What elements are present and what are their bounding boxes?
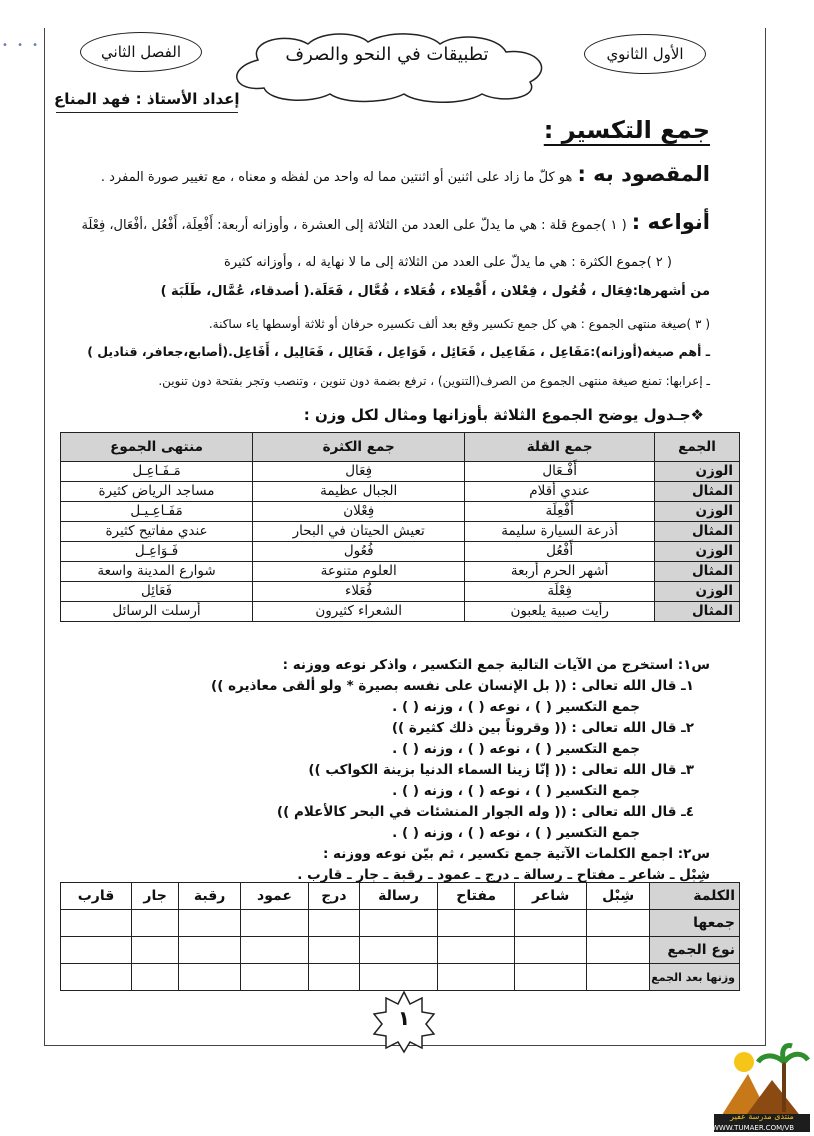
header-cell: جمع الكثرة [253, 433, 465, 462]
answer-line-1: جمع التكسير ( ) ، نوعه ( ) ، وزنه ( ) . [392, 699, 640, 715]
words-row [61, 910, 740, 937]
pattern-cell: الشعراء كثيرون [253, 602, 465, 622]
answer-cell[interactable] [308, 964, 359, 991]
word-cell: عمود [241, 883, 309, 910]
type3-forms: ـ أهم صيغه(أوزانه):مَفَاعِل ، مَفَاعِيل ، فَعَائِل ، فَوَاعِل ، فَعَالِل ، فَعَالِيل ، أَفَاعِل.(أصابع،جعافر، قناديل ) [87, 344, 710, 359]
types-row [81, 210, 710, 234]
irab-note: ـ إعرابها: تمنع صيغة منتهى الجموع من الصرف(التنوين) ، ترفع بضمة دون تنوين ، وتنصب وتجر بفتحة دون تنوين. [158, 374, 710, 388]
answer-line-2: جمع التكسير ( ) ، نوعه ( ) ، وزنه ( ) . [392, 741, 640, 757]
word-cell: جار [131, 883, 178, 910]
pattern-cell: عندي أقلام [465, 482, 655, 502]
header-cell: الجمع [655, 433, 740, 462]
answer-cell[interactable] [587, 910, 650, 937]
table-title: ❖جـدول يوضح الجموع الثلاثة بأوزانها ومثال لكل وزن : [303, 406, 704, 424]
word-cell: شِبْل [587, 883, 650, 910]
pattern-cell: فَـوَاعِـل [61, 542, 253, 562]
words-row-label: وزنها بعد الجمع [650, 964, 740, 991]
words-row-label: جمعها [650, 910, 740, 937]
words-row [61, 964, 740, 991]
forum-logo-url: WWW.TUMAER.COM/VB [712, 1124, 795, 1132]
row-label-cell: المثال [655, 602, 740, 622]
word-cell: قارب [61, 883, 132, 910]
answer-cell[interactable] [515, 964, 587, 991]
corner-dots: • • • [2, 40, 42, 51]
pattern-cell: مساجد الرياض كثيرة [61, 482, 253, 502]
answer-cell[interactable] [131, 937, 178, 964]
patterns-row [61, 602, 740, 622]
type2-text: ( ٢ )جموع الكثرة : هي ما يدلّ على العدد من الثلاثة إلى ما لا نهاية له ، وأوزانه كثيرة [224, 255, 672, 270]
answer-cell[interactable] [179, 937, 241, 964]
pattern-cell: رأيت صبية يلعبون [465, 602, 655, 622]
word-cell: رقبة [179, 883, 241, 910]
patterns-row [61, 582, 740, 602]
words-table [60, 882, 740, 991]
patterns-header-row [61, 433, 740, 462]
title-cloud-shape [218, 30, 556, 104]
topic-title: جمع التكسير : [543, 116, 710, 144]
answer-cell[interactable] [61, 937, 132, 964]
question2-prompt: س٢: اجمع الكلمات الآتية جمع تكسير ، ثم بيّن نوعه ووزنه : [322, 846, 710, 862]
pattern-cell: فُعُول [253, 542, 465, 562]
answer-cell[interactable] [179, 910, 241, 937]
author-credit: إعداد الأستاذ : فهد المناع [54, 90, 240, 108]
row-label-cell: المثال [655, 522, 740, 542]
question1-prompt: س١: استخرج من الآيات التالية جمع التكسير ، واذكر نوعه ووزنه : [282, 657, 710, 673]
pattern-cell: فِعْلَة [465, 582, 655, 602]
pattern-cell: عندي مفاتيح كثيرة [61, 522, 253, 542]
author-underline [56, 112, 238, 113]
row-label-cell: الوزن [655, 582, 740, 602]
grade-label: الأول الثانوي [584, 34, 706, 74]
row-label-cell: الوزن [655, 542, 740, 562]
pattern-cell: تعيش الحيتان في البحار [253, 522, 465, 542]
word-cell: رسالة [359, 883, 438, 910]
answer-cell[interactable] [359, 964, 438, 991]
pattern-cell: أرسلت الرسائل [61, 602, 253, 622]
type2-examples: من أشهرها:فِعَال ، فُعُول ، فِعْلان ، أَفْعِلاء ، فُعَلاء ، فُعَّال ، فَعَلَة.( أصدقاء، عُمَّال، طَلَبَة ) [160, 284, 710, 299]
definition-label: المقصود به : [577, 162, 710, 186]
answer-line-4: جمع التكسير ( ) ، نوعه ( ) ، وزنه ( ) . [392, 825, 640, 841]
pattern-cell: فُعَلاء [253, 582, 465, 602]
answer-cell[interactable] [587, 937, 650, 964]
verse-2: ٢ـ قال الله تعالى : (( وقروناً بين ذلك كثيرة )) [391, 720, 694, 736]
answer-cell[interactable] [61, 910, 132, 937]
pattern-cell: أَفْـعَال [465, 462, 655, 482]
word-cell: مفتاح [438, 883, 515, 910]
patterns-row [61, 562, 740, 582]
answer-cell[interactable] [359, 910, 438, 937]
row-label-cell: المثال [655, 562, 740, 582]
answer-cell[interactable] [308, 910, 359, 937]
patterns-row [61, 462, 740, 482]
pattern-cell: أذرعة السيارة سليمة [465, 522, 655, 542]
answer-cell[interactable] [308, 937, 359, 964]
answer-cell[interactable] [438, 937, 515, 964]
row-label-cell: الوزن [655, 462, 740, 482]
words-row-label: نوع الجمع [650, 937, 740, 964]
pattern-cell: الجبال عظيمة [253, 482, 465, 502]
type3-text: ( ٣ )صيغة منتهى الجموع : هي كل جمع تكسير وقع بعد ألف تكسيره حرفان أو ثلاثة أوسطها ياء ساكنة. [208, 317, 710, 331]
answer-cell[interactable] [438, 910, 515, 937]
row-label-cell: المثال [655, 482, 740, 502]
pattern-cell: فَعَائِل [61, 582, 253, 602]
words-row-label: الكلمة [650, 883, 740, 910]
pattern-cell: مَـفَـاعِـل [61, 462, 253, 482]
answer-cell[interactable] [515, 910, 587, 937]
patterns-row [61, 522, 740, 542]
answer-cell[interactable] [241, 937, 309, 964]
word-cell: درج [308, 883, 359, 910]
words-row [61, 937, 740, 964]
pattern-cell: فِعْلان [253, 502, 465, 522]
answer-cell[interactable] [131, 910, 178, 937]
pattern-cell: أَفْعِلَة [465, 502, 655, 522]
page-number: ١ [397, 1006, 411, 1030]
words-row [61, 883, 740, 910]
answer-cell[interactable] [61, 964, 132, 991]
answer-cell[interactable] [587, 964, 650, 991]
definition-row [101, 162, 710, 186]
patterns-row [61, 482, 740, 502]
answer-cell[interactable] [359, 937, 438, 964]
answer-cell[interactable] [438, 964, 515, 991]
pattern-cell: أَفْعُل [465, 542, 655, 562]
patterns-table [60, 432, 740, 622]
header-cell: جمع القلة [465, 433, 655, 462]
pattern-cell: فِعَال [253, 462, 465, 482]
pattern-cell: شوارع المدينة واسعة [61, 562, 253, 582]
patterns-row [61, 502, 740, 522]
header-cell: منتهى الجموع [61, 433, 253, 462]
answer-cell[interactable] [131, 964, 178, 991]
verse-1: ١ـ قال الله تعالى : (( بل الإنسان على نفسه بصيرة * ولو ألقى معاذيره )) [211, 678, 694, 694]
answer-line-3: جمع التكسير ( ) ، نوعه ( ) ، وزنه ( ) . [392, 783, 640, 799]
answer-cell[interactable] [241, 910, 309, 937]
verse-3: ٣ـ قال الله تعالى : (( إنّا زينا السماء الدنيا بزينة الكواكب )) [308, 762, 694, 778]
definition-text: هو كلّ ما زاد على اثنين أو اثنتين مما له واحد من لفظه و معناه ، مع تغيير صورة المفرد . [100, 170, 573, 185]
patterns-row [61, 542, 740, 562]
page-title: تطبيقات في النحو والصرف [285, 44, 489, 65]
answer-cell[interactable] [241, 964, 309, 991]
answer-cell[interactable] [515, 937, 587, 964]
types-label: أنواعه : [631, 210, 710, 234]
term-label: الفصل الثاني [80, 32, 202, 72]
row-label-cell: الوزن [655, 502, 740, 522]
question2-word-list: شِبْل ـ شاعر ـ مفتاح ـ رسالة ـ درج ـ عمود ـ رقبة ـ جار ـ قارب . [297, 867, 710, 883]
pattern-cell: العلوم متنوعة [253, 562, 465, 582]
verse-4: ٤ـ قال الله تعالى : (( وله الجوار المنشئات في البحر كالأعلام )) [276, 804, 694, 820]
questions-section [90, 655, 710, 886]
forum-logo-caption: منتدى مدرسة عفير [730, 1112, 794, 1121]
pattern-cell: مَفَـاعِـيـل [61, 502, 253, 522]
pattern-cell: أشهر الحرم أربعة [465, 562, 655, 582]
answer-cell[interactable] [179, 964, 241, 991]
type1-text: ( ١ )جموع قلة : هي ما يدلّ على العدد من الثلاثة إلى العشرة ، وأوزانه أربعة: أَفْعِلَة، أَفْعُل ،أفْعَال، فِعْلَة [81, 218, 627, 233]
word-cell: شاعر [515, 883, 587, 910]
